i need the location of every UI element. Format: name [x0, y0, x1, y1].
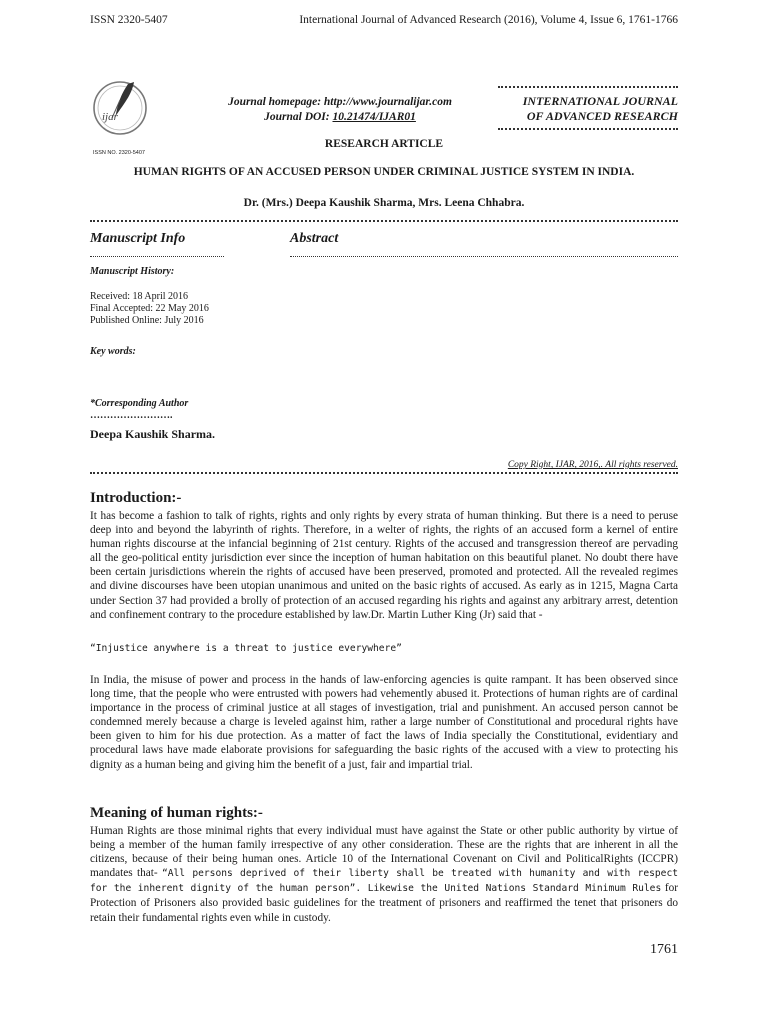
journal-citation: International Journal of Advanced Research (2016), Volume 4, Issue 6, 1761-1766: [299, 14, 678, 26]
doi-link[interactable]: 10.21474/IJAR01: [332, 111, 416, 123]
logo-issn: ISSN NO. 2320-5407: [93, 150, 145, 156]
article-title: HUMAN RIGHTS OF AN ACCUSED PERSON UNDER CRIMINAL JUSTICE SYSTEM IN INDIA.: [133, 166, 635, 178]
copyright-notice: Copy Right, IJAR, 2016,. All rights reserved.: [507, 460, 678, 470]
corresponding-label: *Corresponding Author: [90, 398, 189, 409]
abstract-label: Abstract: [290, 231, 339, 246]
meaning-quote: “All persons deprived of their liberty shall be treated with humanity and with respect for the inherent dignity of the human person”. Likewise the United Nations Standard Minimum Rules: [90, 868, 678, 895]
journal-name: [498, 94, 678, 124]
corresponding-dots: …………………….: [90, 410, 173, 421]
issn-text: ISSN 2320-5407: [90, 14, 168, 26]
abstract-rule: [290, 256, 678, 257]
page-number: 1761: [650, 942, 678, 957]
journal-links: [190, 95, 490, 125]
title-separator: [90, 220, 678, 222]
intro-paragraph-2: In India, the misuse of power and process in the hands of law-enforcing agencies is quite rampant. It has been observed since long time, that the people who were entrusted with powers had vehemently abused it. Protections of human rights are of cardinal importance in the process of criminal justice at all stages of investigation, trial and punishment. An accused person cannot be condemned merely because a charge is leveled against him, rather a large number of Constitutional and procedural rights have been given to him for his due protection. As a matter of fact the laws of India specially the Constitutional, evidentiary and procedural laws have made elaborate provisions for safeguarding the basic rights of the accused with a view to protecting his dignity as a human being and giving him the benefit of a just, fair and impartial trial.: [90, 674, 678, 771]
logo-text: ijar: [102, 111, 118, 123]
intro-quote-wrap: [90, 642, 678, 656]
keywords-label: Key words:: [90, 346, 136, 357]
intro-heading: Introduction:-: [90, 490, 182, 506]
copyright-separator: [90, 472, 678, 474]
meaning-text-b: for Protection of Prisoners also provided basic guidelines for the treatment of prisoners and reaffirmed the tenet that prisoners do retain their fundamental rights even while in custody.: [90, 882, 678, 924]
meaning-heading-wrap: [90, 805, 263, 822]
intro-heading-wrap: [90, 490, 181, 507]
manuscript-info-label: Manuscript Info: [90, 231, 186, 246]
journal-homepage[interactable]: Journal homepage: http://www.journalijar.com: [228, 96, 452, 108]
info-rule: [90, 256, 224, 257]
meaning-paragraph: [90, 824, 678, 925]
journal-name-line1: INTERNATIONAL JOURNAL: [522, 94, 678, 108]
accepted-date: Final Accepted: 22 May 2016: [90, 303, 209, 314]
history-label: Manuscript History:: [90, 266, 175, 277]
intro-paragraph-1: It has become a fashion to talk of rights, rights and only rights by every strata of human thinking. But there is a need to peruse deep into and beyond the labyrinth of rights. Therefore, in a welter of rights, the rights of an accused form a kernel of entire human rights discourse at the infancial beginning of 21st century. Rights of the accused and transgression thereof are pervading all the geo-political entity jurisdiction ever since the inception of human habitation on this beautiful planet. No doubt there have been certain jurisdictions wherein the rights of accused have been preserved, promoted and protected. All the revealed regimes and divine discourses have been utopian unanimous and united on the basic rights of accused. As early as in 1215, Magna Carta under Section 37 had provided a brolly of protection of an accused regarding his rights and against any arbitrary arrest, detention and confinement contrary to the procedure established by law.Dr. Martin Luther King (Jr) said that -: [90, 510, 678, 621]
doi-label: Journal DOI:: [264, 111, 333, 123]
published-date: Published Online: July 2016: [90, 315, 204, 326]
running-header: [90, 14, 678, 26]
meaning-text-a: Human Rights are those minimal rights that every individual must have against the State or other public authority by virtue of being a member of the human family irrespective of any other consideration. These are the rights that are inherent in all the citizens, because of their being human ones. Article 10 of the International Covenant on Civil and PoliticalRights (ICCPR) mandates that-: [90, 825, 678, 880]
intro-quote: “Injustice anywhere is a threat to justice everywhere”: [90, 643, 402, 654]
article-type: RESEARCH ARTICLE: [324, 138, 444, 150]
meaning-heading: Meaning of human rights:-: [90, 805, 263, 821]
corresponding-name: Deepa Kaushik Sharma.: [90, 427, 216, 441]
manuscript-dates: [90, 291, 209, 327]
article-authors: Dr. (Mrs.) Deepa Kaushik Sharma, Mrs. Leena Chhabra.: [243, 197, 525, 209]
journal-doi-line: [190, 110, 490, 125]
journal-name-line2: OF ADVANCED RESEARCH: [526, 109, 678, 123]
header-right-rule: [498, 86, 678, 88]
journal-name-rule: [498, 128, 678, 130]
received-date: Received: 18 April 2016: [90, 291, 189, 302]
